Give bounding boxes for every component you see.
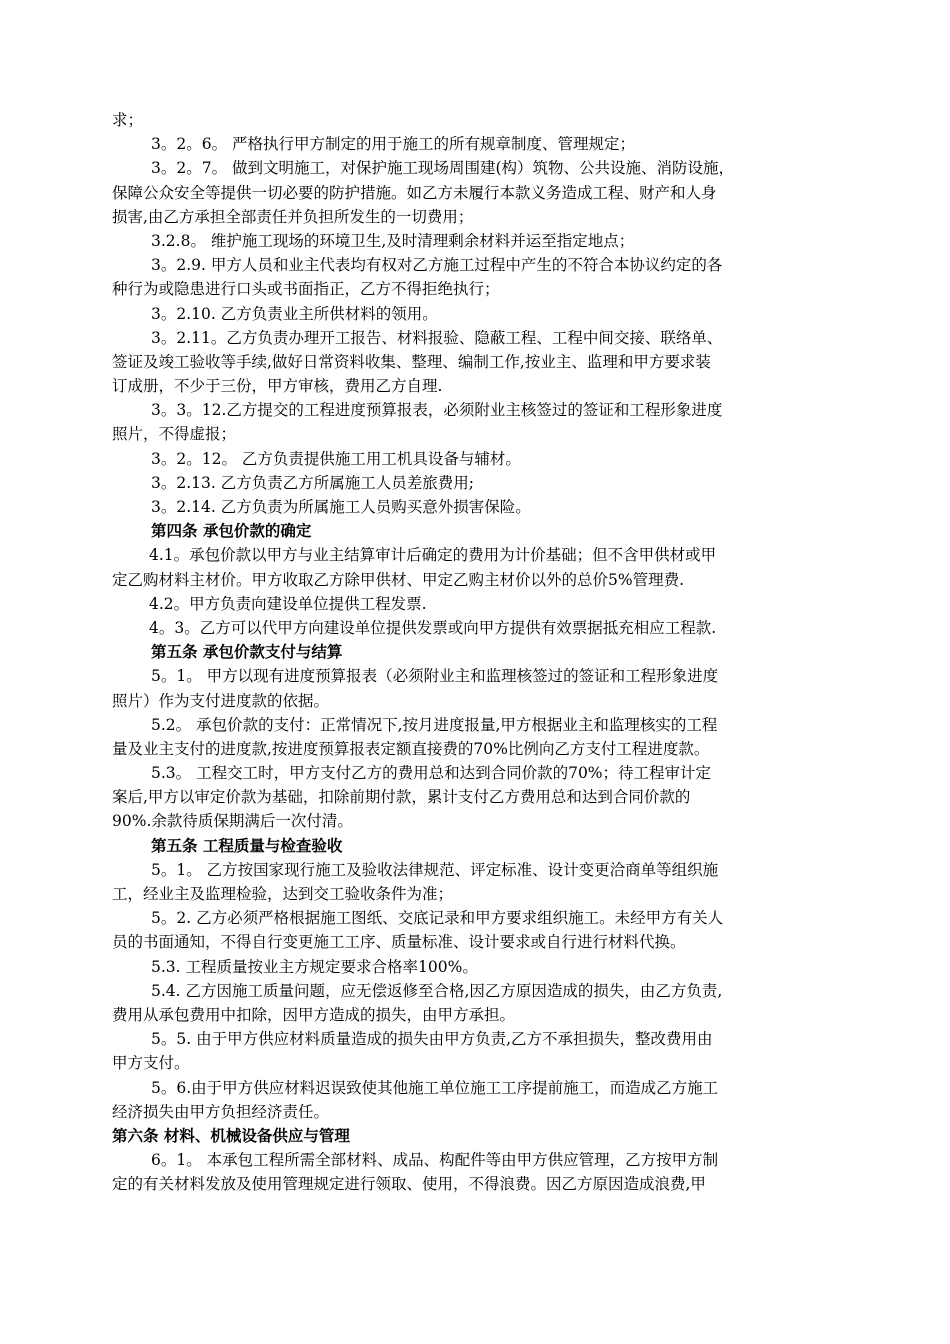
text-line: 5。6.由于甲方供应材料迟误致使其他施工单位施工工序提前施工，而造成乙方施工: [151, 1078, 719, 1097]
text-line: 3。2.13. 乙方负责乙方所属施工人员差旅费用;: [151, 473, 474, 492]
text-line: 3。2.14. 乙方负责为所属施工人员购买意外损害保险。: [151, 498, 531, 516]
text-line: 种行为或隐患进行口头或书面指正，乙方不得拒绝执行；: [112, 280, 500, 299]
text-line: 3。2.9. 甲方人员和业主代表均有权对乙方施工过程中产生的不符合本协议约定的各: [151, 256, 723, 275]
text-line: 5.4. 乙方因施工质量问题，应无偿返修至合格,因乙方原因造成的损失，由乙方负责,: [151, 981, 723, 1000]
text-line: 4.1。承包价款以甲方与业主结算审计后确定的费用为计价基础；但不含甲供材或甲: [149, 546, 717, 565]
section-heading: 第六条 材料、机械设备供应与管理: [112, 1126, 350, 1145]
text-line: 订成册，不少于三份，甲方审核，费用乙方自理.: [112, 377, 443, 396]
text-line: 90%.余款待质保期满后一次付清。: [112, 812, 353, 831]
text-line: 定乙购材料主材价。甲方收取乙方除甲供材、甲定乙购主材价以外的总价5%管理费.: [112, 570, 685, 589]
text-line: 3。2。7。 做到文明施工，对保护施工现场周围建(构）筑物、公共设施、消防设施，: [151, 159, 735, 178]
text-line: 量及业主支付的进度款,按进度预算报表定额直接费的70%比例向乙方支付工程进度款。: [112, 739, 710, 758]
text-line: 员的书面通知，不得自行变更施工工序、质量标准、设计要求或自行进行材料代换。: [112, 933, 686, 952]
text-line: 损害,由乙方承担全部责任并负担所发生的一切费用；: [112, 207, 474, 226]
text-line: 照片）作为支付进度款的依据。: [112, 691, 330, 710]
text-line: 保障公众安全等提供一切必要的防护措施。如乙方未履行本款义务造成工程、财产和人身: [112, 183, 717, 202]
text-line: 5.3. 工程质量按业主方规定要求合格率100%。: [151, 957, 478, 976]
text-line: 甲方支付。: [112, 1054, 190, 1073]
text-line: 3。2.10. 乙方负责业主所供材料的领用。: [151, 304, 438, 323]
section-heading: 第四条 承包价款的确定: [151, 522, 312, 541]
text-line: 5.3。 工程交工时，甲方支付乙方的费用总和达到合同价款的70%；待工程审计定: [151, 764, 712, 783]
text-line: 求；: [112, 111, 144, 129]
text-line: 定的有关材料发放及使用管理规定进行领取、使用，不得浪费。因乙方原因造成浪费,甲: [112, 1175, 706, 1194]
text-line: 5.2。 承包价款的支付：正常情况下,按月进度报量,甲方根据业主和监理核实的工程: [151, 715, 718, 734]
text-line: 3。2。6。 严格执行甲方制定的用于施工的所有规章制度、管理规定；: [151, 135, 636, 154]
text-line: 5。1。 乙方按国家现行施工及验收法律规范、评定标准、设计变更洽商单等组织施: [151, 860, 719, 879]
text-line: 3。2.11。乙方负责办理开工报告、材料报验、隐蔽工程、工程中间交接、联络单、: [151, 328, 723, 347]
section-heading: 第五条 承包价款支付与结算: [151, 643, 343, 662]
text-line: 4。3。乙方可以代甲方向建设单位提供发票或向甲方提供有效票据抵充相应工程款.: [149, 618, 717, 637]
text-line: 3。3。12.乙方提交的工程进度预算报表，必须附业主核签过的签证和工程形象进度: [151, 401, 723, 420]
text-line: 5。5. 由于甲方供应材料质量造成的损失由甲方负责,乙方不承担损失，整改费用由: [151, 1030, 713, 1049]
text-line: 经济损失由甲方负担经济责任。: [112, 1102, 330, 1121]
section-heading: 第五条 工程质量与检查验收: [151, 836, 343, 855]
text-line: 5。1。 甲方以现有进度预算报表（必须附业主和监理核签过的签证和工程形象进度: [151, 667, 719, 686]
text-line: 4.2。甲方负责向建设单位提供工程发票.: [149, 594, 427, 613]
text-line: 3.2.8。 维护施工现场的环境卫生,及时清理剩余材料并运至指定地点；: [151, 231, 635, 250]
text-line: 案后,甲方以审定价款为基础，扣除前期付款，累计支付乙方费用总和达到合同价款的: [112, 788, 691, 807]
text-line: 5。2. 乙方必须严格根据施工图纸、交底记录和甲方要求组织施工。未经甲方有关人: [151, 909, 724, 928]
document-body: [112, 108, 872, 1196]
text-line: 签证及竣工验收等手续,做好日常资料收集、整理、编制工作,按业主、监理和甲方要求装: [112, 352, 711, 371]
text-line: 6。1。 本承包工程所需全部材料、成品、构配件等由甲方供应管理，乙方按甲方制: [151, 1151, 719, 1170]
document-page: [112, 108, 872, 1196]
text-line: 费用从承包费用中扣除，因甲方造成的损失，由甲方承担。: [112, 1005, 516, 1024]
text-line: 3。2。12。 乙方负责提供施工用工机具设备与辅材。: [151, 449, 521, 468]
text-line: 照片，不得虚报；: [112, 425, 237, 444]
text-line: 工，经业主及监理检验，达到交工验收条件为准；: [112, 885, 454, 903]
